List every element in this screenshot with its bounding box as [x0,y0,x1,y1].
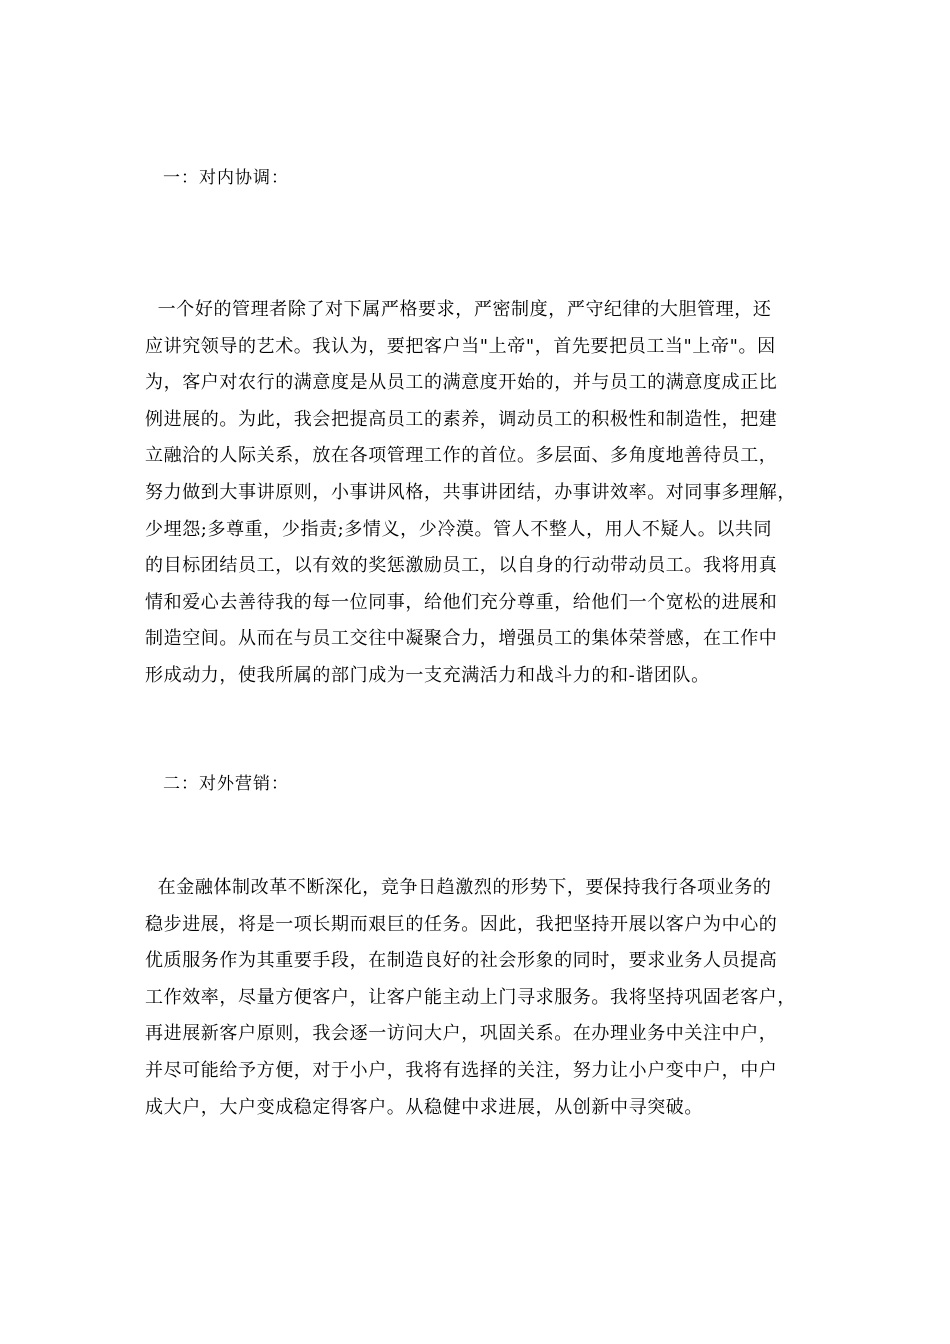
text-line: 努力做到大事讲原则，小事讲风格，共事讲团结，办事讲效率。对同事多理解， [145,481,796,503]
text-line: 在金融体制改革不断深化，竞争日趋激烈的形势下，要保持我行各项业务的 [145,877,772,898]
text-line: 的目标团结员工，以有效的奖惩激励员工，以自身的行动带动员工。我将用真 [145,555,778,577]
text-line: 成大户，大户变成稳定得客户。从稳健中求进展，从创新中寻突破。 [145,1096,703,1118]
text-line: 情和爱心去善待我的每一位同事，给他们充分尊重，给他们一个宽松的进展和 [145,591,778,613]
text-line: 例进展的。为此，我会把提高员工的素养，调动员工的积极性和制造性，把建 [145,408,778,430]
text-line: 稳步进展，将是一项长期而艰巨的任务。因此，我把坚持开展以客户为中心的 [145,913,778,935]
text-line: 制造空间。从而在与员工交往中凝聚合力，增强员工的集体荣誉感，在工作中 [145,628,778,650]
text-line: 少埋怨;多尊重，少指责;多情义，少冷漠。管人不整人，用人不疑人。以共同 [145,518,773,540]
paragraph-external-marketing [145,870,815,1126]
text-line: 立融洽的人际关系，放在各项管理工作的首位。多层面、多角度地善待员工， [145,445,778,467]
text-line: 应讲究领导的艺术。我认为，要把客户当"上帝"，首先要把员工当"上帝"。因 [145,335,776,357]
text-line: 并尽可能给予方便，对于小户，我将有选择的关注，努力让小户变中户，中户 [145,1059,778,1081]
section-heading-internal: 一：对内协调： [163,168,289,188]
text-line: 为，客户对农行的满意度是从员工的满意度开始的，并与员工的满意度成正比 [145,372,778,394]
section-heading-external: 二：对外营销： [163,774,289,794]
text-line: 再进展新客户原则，我会逐一访问大户，巩固关系。在办理业务中关注中户， [145,1023,778,1045]
text-line: 优质服务作为其重要手段，在制造良好的社会形象的同时，要求业务人员提高 [145,950,778,972]
text-line: 工作效率，尽量方便客户，让客户能主动上门寻求服务。我将坚持巩固老客户， [145,986,796,1008]
text-line: 一个好的管理者除了对下属严格要求，严密制度，严守纪律的大胆管理，还 [145,299,772,320]
text-line: 形成动力，使我所属的部门成为一支充满活力和战斗力的和-谐团队。 [145,664,710,686]
paragraph-internal-coordination [145,292,815,695]
